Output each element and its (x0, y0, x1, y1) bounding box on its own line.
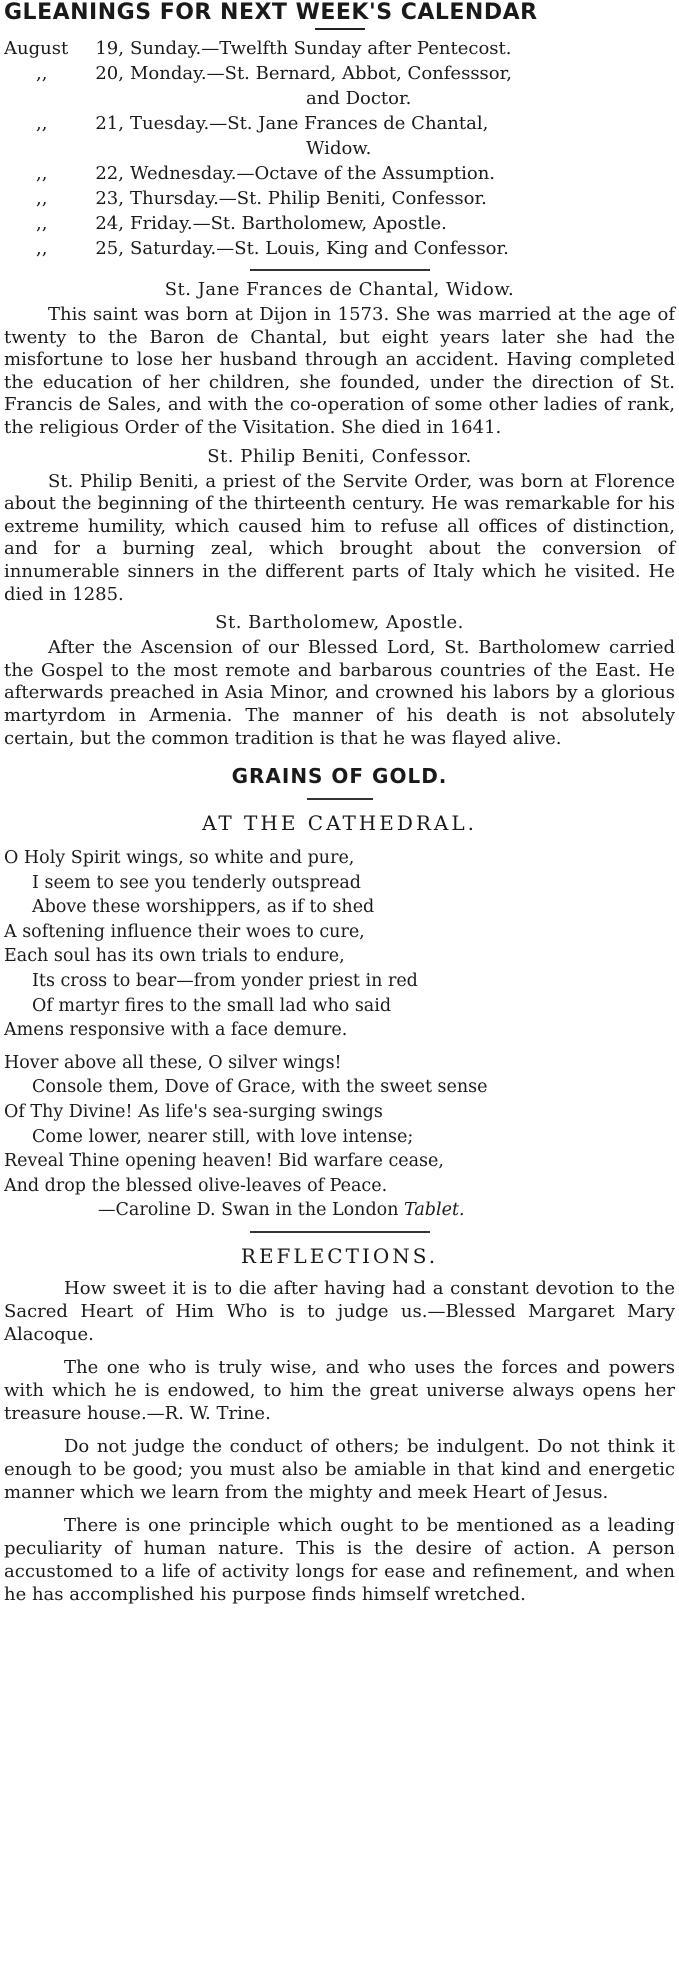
poem-line: Its cross to bear—from yonder priest in red (32, 971, 418, 992)
reflection-paragraph: There is one principle which ought to be mentioned as a leading peculiarity of human nature. This is the desire of action. A person accustomed to a life of activity longs for ease and refinement, and when he has accomplished his purpose finds himself wretched. (4, 1515, 675, 1605)
poem-line: Of Thy Divine! As life's sea-surging swings (4, 1102, 383, 1123)
calendar-feast: Wednesday.—Octave of the Assumption. (130, 163, 496, 184)
calendar-feast: Saturday.—St. Louis, King and Confessor. (130, 238, 509, 259)
divider-rule (250, 269, 430, 271)
saint-biography: After the Ascension of our Blessed Lord, St. Bartholomew carried the Gospel to the most remote and barbarous countries of the East. He afterwards preached in Asia Minor, and crowned his labors by a glorious martyrdom in Armenia. The manner of his death is not absolutely certain, but the common tradition is that he was flayed alive. (4, 637, 675, 749)
calendar-day: 20, (95, 63, 124, 84)
saint-heading: St. Bartholomew, Apostle. (215, 612, 464, 634)
calendar-entry (4, 61, 675, 86)
poem-title: AT THE CATHEDRAL. (202, 811, 477, 836)
divider-rule (250, 1231, 430, 1233)
calendar-day: 24, (95, 213, 124, 234)
poem-stanza (4, 1051, 675, 1199)
saint-biography: St. Philip Beniti, a priest of the Servite Order, was born at Florence about the beginning of the thirteenth century. He was remarkable for his extreme humility, which caused him to refuse all offices of distinction, and for a burning zeal, which brought about the conversion of innumerable sinners in the different parts of Italy which he visited. He died in 1285. (4, 470, 675, 605)
calendar-ditto: ,, (36, 213, 48, 234)
calendar-entry (4, 211, 675, 236)
attribution-source: Tablet. (404, 1200, 465, 1221)
poem (4, 846, 675, 1223)
poem-line: I seem to see you tenderly outspread (32, 872, 361, 893)
calendar-continuation: and Doctor. (306, 88, 412, 109)
calendar-ditto: ,, (36, 188, 48, 209)
calendar-entry (4, 236, 675, 261)
calendar-day: 21, (95, 113, 124, 134)
calendar-entry (4, 111, 675, 136)
calendar-entry (4, 186, 675, 211)
calendar-feast: Friday.—St. Bartholomew, Apostle. (130, 213, 447, 234)
poem-line: Come lower, nearer still, with love intense; (32, 1126, 414, 1147)
section-heading: GLEANINGS FOR NEXT WEEK'S CALENDAR (4, 0, 538, 25)
reflection-paragraph: How sweet it is to die after having had a constant devotion to the Sacred Heart of Him Who is to judge us.—Blessed Margaret Mary Alacoque. (4, 1278, 675, 1345)
saint-heading: St. Jane Frances de Chantal, Widow. (164, 279, 515, 300)
calendar-ditto: ,, (36, 63, 48, 84)
calendar-feast: Sunday.—Twelfth Sunday after Pentecost. (130, 38, 512, 59)
poem-line: Hover above all these, O silver wings! (4, 1052, 342, 1073)
calendar-month: August (4, 38, 69, 59)
saint-biography: This saint was born at Dijon in 1573. She was married at the age of twenty to the Baron de Chantal, but eight years later she had the misfortune to lose her husband through an accident. Having completed the education of her children, she founded, under the direction of St. Francis de Sales, and with the co-operation of some other ladies of rank, the religious Order of the Visitation. She died in 1641. (4, 304, 675, 438)
calendar-feast: Monday.—St. Bernard, Abbot, Confesssor, (130, 63, 512, 84)
grains-heading: GRAINS OF GOLD. (231, 764, 448, 789)
calendar-ditto: ,, (36, 113, 48, 134)
calendar-ditto: ,, (36, 238, 48, 259)
poem-line: Console them, Dove of Grace, with the sweet sense (32, 1077, 488, 1098)
calendar-day: 25, (95, 238, 124, 259)
calendar-day: 19, (95, 38, 124, 59)
poem-line: Each soul has its own trials to endure, (4, 946, 345, 967)
poem-line: Above these worshippers, as if to shed (32, 897, 375, 918)
reflections-heading: REFLECTIONS. (240, 1244, 439, 1268)
saint-heading: St. Philip Beniti, Confessor. (207, 445, 472, 467)
reflection-paragraph: The one who is truly wise, and who uses the forces and powers with which he is endowed, to him the great universe always opens her treasure house.—R. W. Trine. (4, 1357, 675, 1424)
calendar-entry (4, 36, 675, 61)
calendar-list (4, 36, 675, 261)
calendar-day: 23, (95, 188, 124, 209)
calendar-day: 22, (95, 163, 124, 184)
poem-line: Amens responsive with a face demure. (4, 1020, 348, 1041)
calendar-ditto: ,, (36, 163, 48, 184)
divider-rule (315, 28, 365, 30)
attribution-author: —Caroline D. Swan in the London (98, 1200, 399, 1221)
calendar-continuation: Widow. (306, 138, 372, 159)
poem-line: Reveal Thine opening heaven! Bid warfare cease, (4, 1151, 444, 1172)
calendar-feast: Thursday.—St. Philip Beniti, Confessor. (130, 188, 487, 209)
calendar-entry (4, 161, 675, 186)
divider-rule (307, 798, 373, 800)
poem-line: Of martyr fires to the small lad who said (32, 995, 392, 1016)
poem-line: A softening influence their woes to cure, (4, 921, 365, 942)
calendar-feast: Tuesday.—St. Jane Frances de Chantal, (130, 113, 489, 134)
poem-attribution (4, 1198, 675, 1223)
poem-line: O Holy Spirit wings, so white and pure, (4, 848, 355, 869)
reflection-paragraph: Do not judge the conduct of others; be indulgent. Do not think it enough to be good; you must also be amiable in that kind and energetic manner which we learn from the mighty and meek Heart of Jesus. (4, 1436, 675, 1503)
poem-line: And drop the blessed olive-leaves of Peace. (4, 1175, 388, 1196)
